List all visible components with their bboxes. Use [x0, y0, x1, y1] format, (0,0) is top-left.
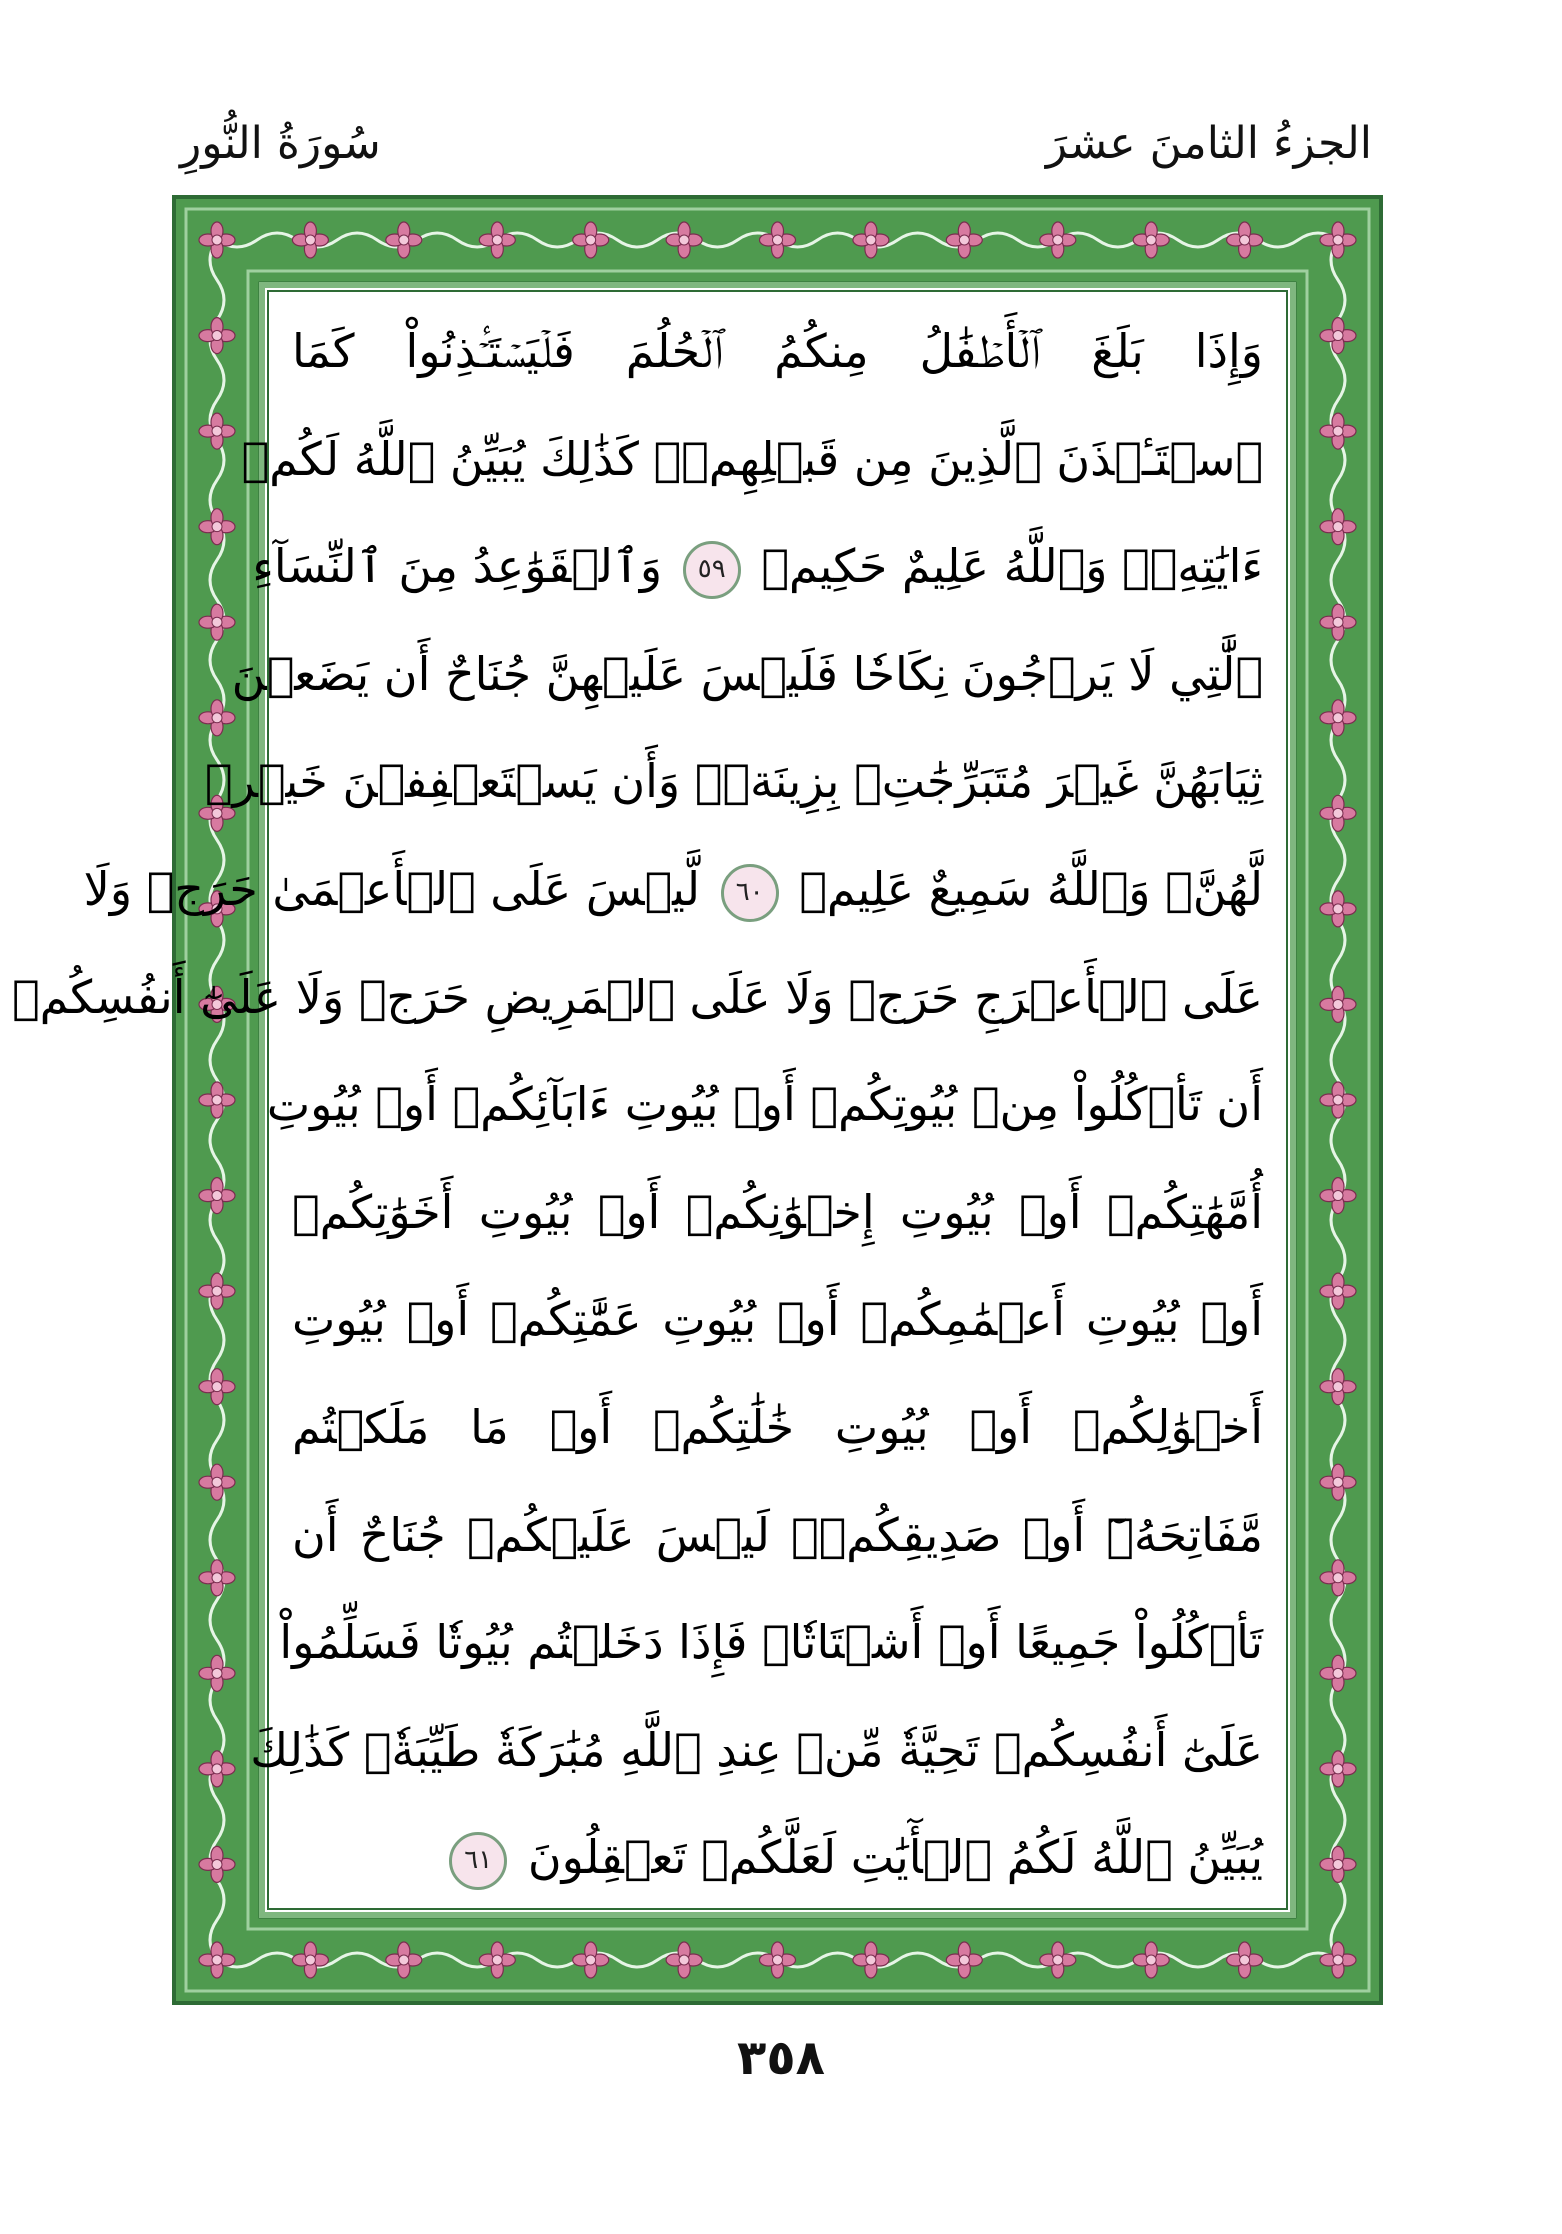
ayah-number-marker: ٥٩ [683, 541, 741, 599]
verse-text: ءَايَٰتِهِۦۗ وَٱللَّهُ عَلِيمٌ حَكِيمٞ [761, 539, 1263, 594]
flower-center [212, 617, 222, 627]
verse-line [252, 512, 1263, 620]
verse-text: وَٱلۡقَوَٰعِدُ مِنَ ٱلنِّسَآءِ [252, 539, 663, 594]
verse-text: أَن تَأۡكُلُواْ مِنۢ بُيُوتِكُمۡ أَوۡ بُيُوتِ ءَابَآئِكُمۡ أَوۡ بُيُوتِ [266, 1077, 1263, 1132]
verse-text: ٱلَّٰتِي لَا يَرۡجُونَ نِكَاحٗا فَلَيۡسَ عَلَيۡهِنَّ جُنَاحٌ أَن يَضَعۡنَ [231, 646, 1263, 701]
flower-center [1240, 1955, 1250, 1965]
verse-text: مَّفَاتِحَهُۥٓ أَوۡ صَدِيقِكُمۡۚ لَيۡسَ عَلَيۡكُمۡ جُنَاحٌ أَن [292, 1507, 1263, 1562]
flower-center [959, 235, 969, 245]
page-number: ٣٥٨ [737, 2030, 825, 2086]
verse-line [204, 727, 1263, 835]
flower-center [492, 1955, 502, 1965]
flower-center [1333, 1095, 1343, 1105]
flower-center [1333, 1382, 1343, 1392]
verse-line [250, 1696, 1263, 1804]
flower-center [1333, 617, 1343, 627]
flower-center [212, 331, 222, 341]
flower-center [212, 1095, 222, 1105]
verse-line [266, 1050, 1263, 1158]
flower-center [1053, 235, 1063, 245]
flower-center [1333, 1286, 1343, 1296]
verse-line [279, 1588, 1263, 1696]
flower-center [212, 1191, 222, 1201]
flower-center [773, 235, 783, 245]
flower-center [866, 1955, 876, 1965]
flower-center [212, 522, 222, 532]
flower-center [305, 235, 315, 245]
juz-title: الجزءُ الثامنَ عشرَ [1045, 118, 1372, 169]
flower-center [1333, 235, 1343, 245]
verse-line [292, 1373, 1263, 1481]
verse-text: عَلَىٰٓ أَنفُسِكُمۡ تَحِيَّةٗ مِّنۡ عِندِ ٱللَّهِ مُبَٰرَكَةٗ طَيِّبَةٗۚ كَذَٰلِكَ [250, 1722, 1263, 1777]
verse-line [292, 1158, 1263, 1266]
ayah-number-marker: ٦٠ [721, 864, 779, 922]
flower-center [959, 1955, 969, 1965]
flower-center [1240, 235, 1250, 245]
flower-center [1333, 999, 1343, 1009]
verse-text: ٱسۡتَـٔۡذَنَ ٱلَّذِينَ مِن قَبۡلِهِمۡۚ كَذَٰلِكَ يُبَيِّنُ ٱللَّهُ لَكُمۡ [241, 431, 1263, 486]
verse-text: ثِيَابَهُنَّ غَيۡرَ مُتَبَرِّجَٰتِۭ بِزِينَةٖۖ وَأَن يَسۡتَعۡفِفۡنَ خَيۡرٞ [204, 754, 1263, 809]
verse-line [241, 405, 1263, 513]
verse-text: أَوۡ بُيُوتِ أَعۡمَٰمِكُمۡ أَوۡ بُيُوتِ عَمَّٰتِكُمۡ أَوۡ بُيُوتِ [292, 1292, 1263, 1347]
flower-center [399, 235, 409, 245]
flower-center [492, 235, 502, 245]
verse-line [231, 620, 1263, 728]
text-panel [11, 285, 1293, 1915]
flower-center [212, 235, 222, 245]
flower-center [1333, 331, 1343, 341]
flower-center [212, 1477, 222, 1487]
flower-center [305, 1955, 315, 1965]
verse-line [292, 297, 1263, 405]
flower-center [586, 235, 596, 245]
flower-center [1333, 522, 1343, 532]
flower-center [1146, 1955, 1156, 1965]
flower-center [212, 1382, 222, 1392]
flower-center [1333, 1191, 1343, 1201]
flower-center [773, 1955, 783, 1965]
flower-center [212, 713, 222, 723]
flower-center [1333, 1573, 1343, 1583]
verse-text: تَأۡكُلُواْ جَمِيعًا أَوۡ أَشۡتَاتٗاۚ فَإِذَا دَخَلۡتُم بُيُوتٗا فَسَلِّمُواْ [279, 1615, 1263, 1670]
verse-text: أَخۡوَٰلِكُمۡ أَوۡ بُيُوتِ خَٰلَٰتِكُمۡ أَوۡ مَا مَلَكۡتُم [292, 1400, 1263, 1454]
flower-center [866, 235, 876, 245]
verse-text: وَإِذَا بَلَغَ ٱلۡأَطۡفَٰلُ مِنكُمُ ٱلۡحُلُمَ فَلۡيَسۡتَـٔۡذِنُواْ كَمَا [292, 324, 1263, 378]
verse-text: عَلَى ٱلۡأَعۡرَجِ حَرَجٞ وَلَا عَلَى ٱلۡمَرِيضِ حَرَجٞ وَلَا عَلَىٰٓ أَنفُسِكُمۡ [11, 969, 1263, 1024]
flower-center [1333, 1859, 1343, 1869]
verse-text: أُمَّهَٰتِكُمۡ أَوۡ بُيُوتِ إِخۡوَٰنِكُمۡ أَوۡ بُيُوتِ أَخَوَٰتِكُمۡ [292, 1184, 1263, 1239]
verse-line [11, 943, 1263, 1051]
flower-center [399, 1955, 409, 1965]
flower-center [1333, 904, 1343, 914]
flower-center [1333, 808, 1343, 818]
flower-center [586, 1955, 596, 1965]
verse-text: لَّهُنَّۗ وَٱللَّهُ سَمِيعٌ عَلِيمٞ [799, 862, 1263, 916]
flower-center [212, 1955, 222, 1965]
flower-center [1333, 1477, 1343, 1487]
flower-center [679, 235, 689, 245]
flower-center [212, 1859, 222, 1869]
flower-center [1146, 235, 1156, 245]
flower-center [1053, 1955, 1063, 1965]
flower-center [1333, 713, 1343, 723]
verse-line [83, 835, 1263, 943]
flower-center [1333, 1764, 1343, 1774]
verse-text: لَّيۡسَ عَلَى ٱلۡأَعۡمَىٰ حَرَجٞ وَلَا [83, 862, 701, 916]
flower-center [212, 1668, 222, 1678]
flower-center [679, 1955, 689, 1965]
flower-center [212, 426, 222, 436]
verse-line [292, 1481, 1263, 1589]
flower-center [1333, 1955, 1343, 1965]
verse-line [292, 1265, 1263, 1373]
ayah-number-marker: ٦١ [449, 1832, 507, 1890]
verse-line [292, 1803, 1263, 1911]
verse-text: يُبَيِّنُ ٱللَّهُ لَكُمُ ٱلۡأٓيَٰتِ لَعَلَّكُمۡ تَعۡقِلُونَ [527, 1830, 1263, 1885]
flower-center [1333, 1668, 1343, 1678]
surah-title: سُورَةُ النُّورِ [180, 118, 381, 169]
flower-center [212, 1573, 222, 1583]
flower-center [212, 1764, 222, 1774]
flower-center [212, 1286, 222, 1296]
flower-center [1333, 426, 1343, 436]
